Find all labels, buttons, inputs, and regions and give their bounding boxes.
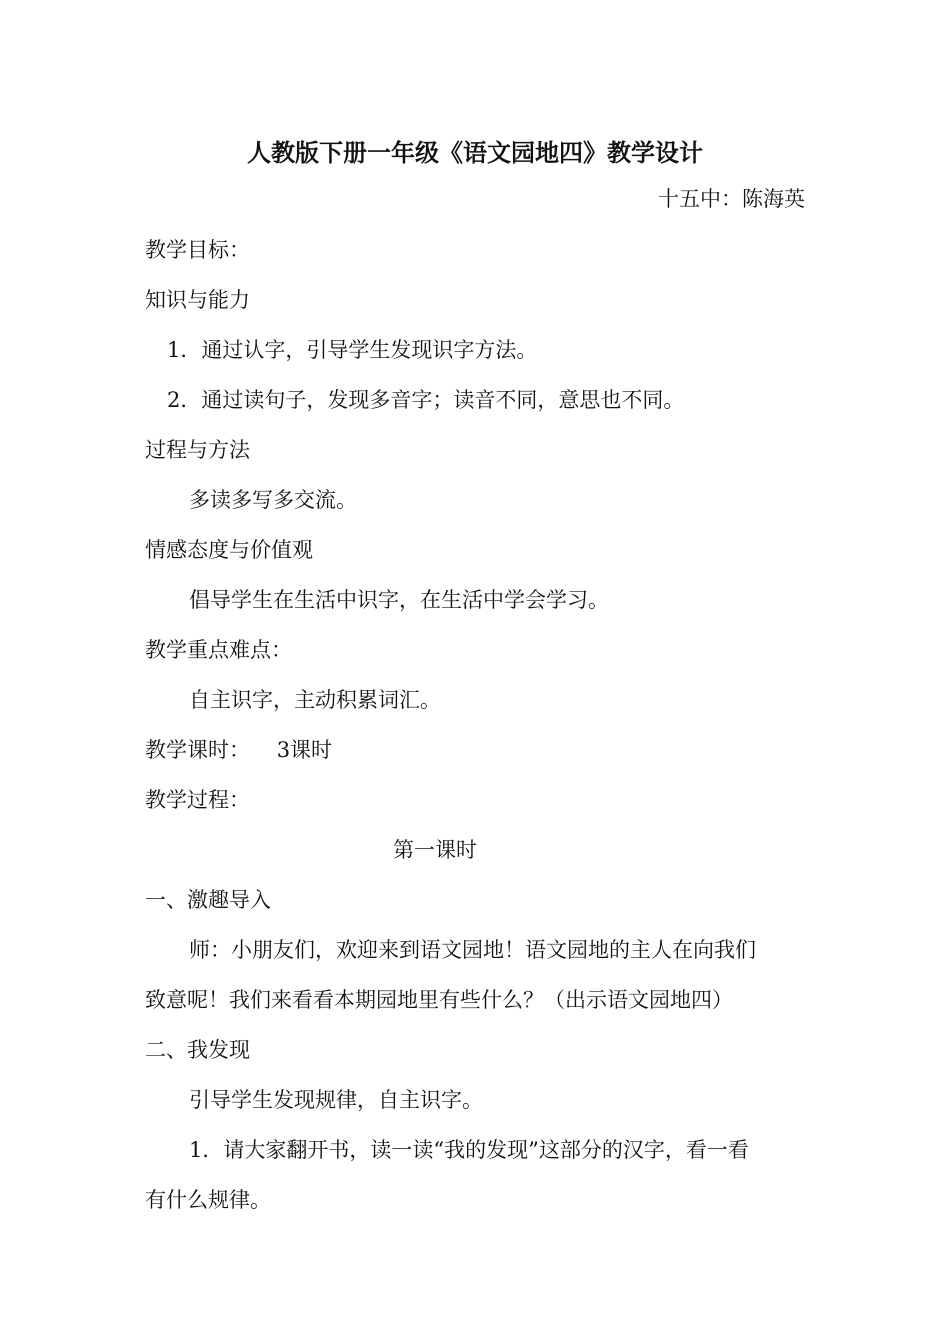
class-hours: 教学课时： 3课时 [145, 738, 333, 762]
step-2-item-1-line-2: 有什么规律。 [145, 1188, 271, 1212]
step-1-paragraph-line-2: 致意呢！我们来看看本期园地里有些什么？（出示语文园地四） [145, 988, 733, 1012]
key-points-text: 自主识字，主动积累词汇。 [189, 688, 441, 712]
subheading-knowledge-ability: 知识与能力 [145, 288, 250, 312]
subheading-emotion-values: 情感态度与价值观 [145, 538, 313, 562]
step-heading-1: 一、激趣导入 [145, 888, 271, 912]
process-method-text: 多读多写多交流。 [189, 488, 357, 512]
step-2-intro: 引导学生发现规律，自主识字。 [189, 1088, 483, 1112]
document-page [145, 0, 805, 1344]
emotion-values-text: 倡导学生在生活中识字，在生活中学会学习。 [189, 588, 609, 612]
document-author: 十五中：陈海英 [658, 187, 805, 211]
document-title: 人教版下册一年级《语文园地四》教学设计 [247, 139, 703, 167]
goal-item-1: 1．通过认字，引导学生发现识字方法。 [167, 338, 538, 362]
section-heading-teaching-goals: 教学目标： [145, 238, 250, 262]
subheading-process-method: 过程与方法 [145, 438, 250, 462]
lesson-heading-first: 第一课时 [393, 838, 477, 862]
section-heading-key-points: 教学重点难点： [145, 638, 292, 662]
step-1-paragraph-line-1: 师：小朋友们，欢迎来到语文园地！语文园地的主人在向我们 [189, 938, 756, 962]
step-heading-2: 二、我发现 [145, 1038, 250, 1062]
section-heading-teaching-process: 教学过程： [145, 788, 250, 812]
step-2-item-1-line-1: 1．请大家翻开书，读一读“我的发现”这部分的汉字，看一看 [189, 1138, 749, 1162]
goal-item-2: 2．通过读句子，发现多音字；读音不同，意思也不同。 [167, 388, 685, 412]
